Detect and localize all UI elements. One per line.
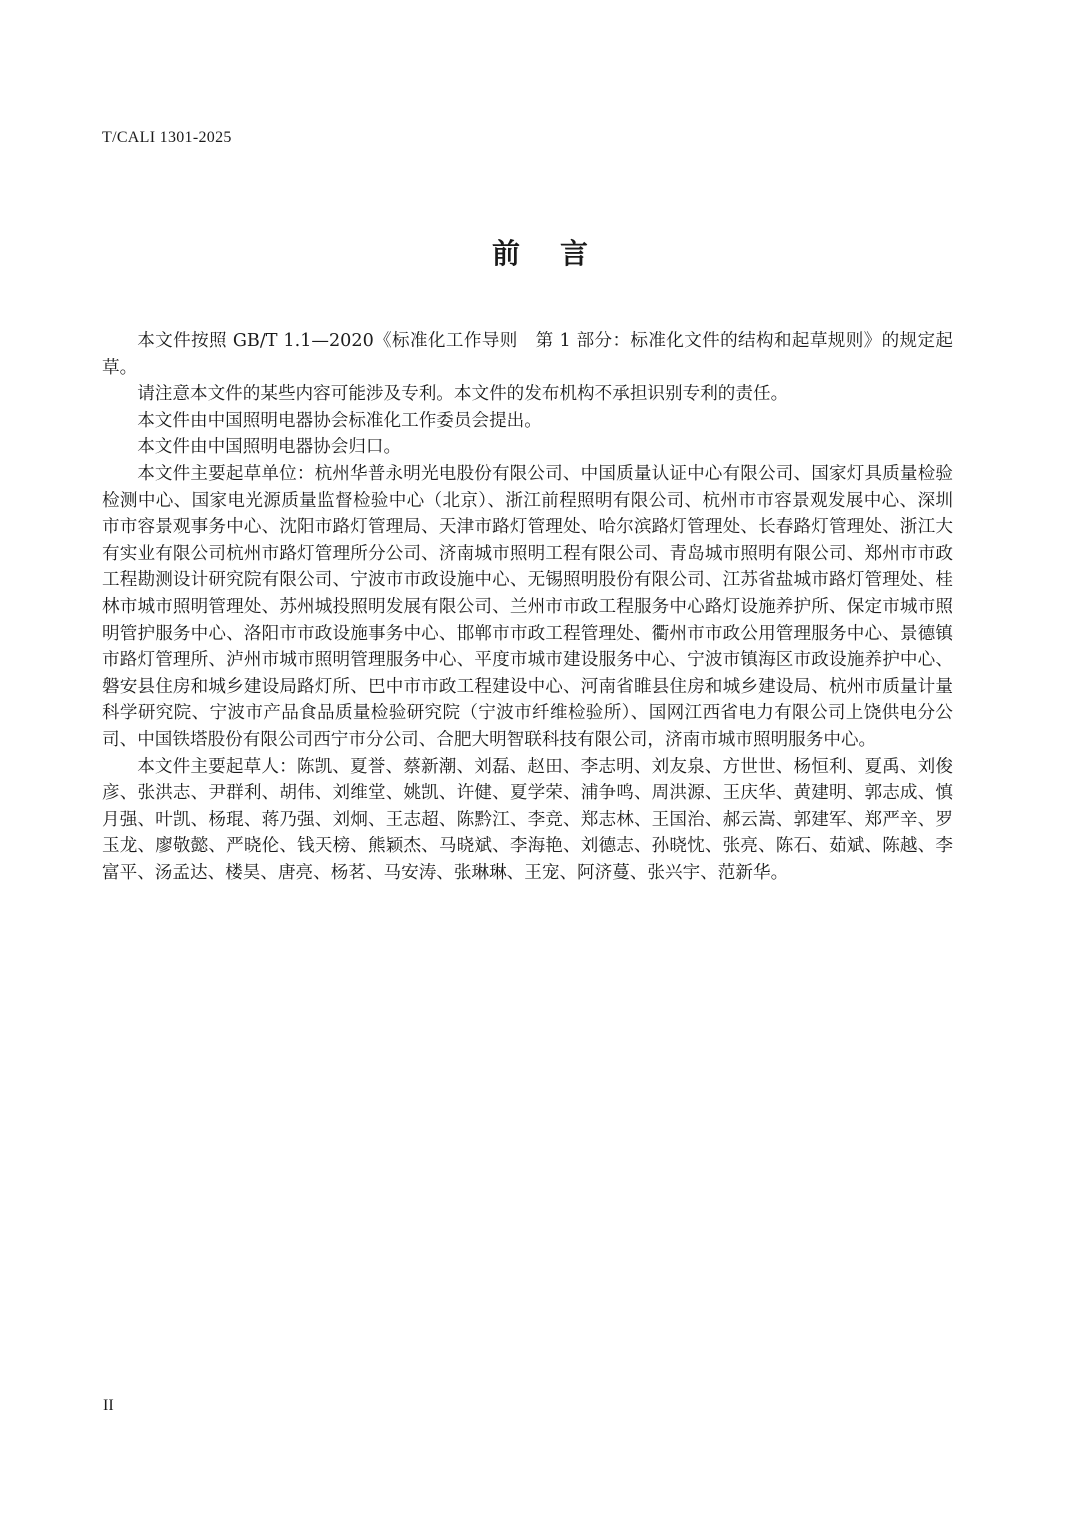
paragraph-administrator: 本文件由中国照明电器协会归口。 <box>137 437 402 458</box>
paragraph-drafting-rules: 本文件按照 GB/T 1.1—2020《标准化工作导则 第 1 部分：标准化文件的结构和起草规则》的规定起草。 <box>102 331 953 378</box>
document-code: T/CALI 1301-2025 <box>102 129 232 146</box>
page-title: 前言 <box>491 237 628 270</box>
foreword-body <box>102 328 953 886</box>
page-number: II <box>103 1397 114 1414</box>
paragraph-drafting-units: 本文件主要起草单位：杭州华普永明光电股份有限公司、中国质量认证中心有限公司、国家灯具质量检验检测中心、国家电光源质量监督检验中心（北京）、浙江前程照明有限公司、杭州市市容景观发展中心、深圳市市容景观事务中心、沈阳市路灯管理局、天津市路灯管理处、哈尔滨路灯管理处、长春路灯管理处、浙江大有实业有限公司杭州市路灯管理所分公司、济南城市照明工程有限公司、青岛城市照明有限公司、郑州市市政工程勘测设计研究院有限公司、宁波市市政设施中心、无锡照明股份有限公司、江苏省盐城市路灯管理处、桂林市城市照明管理处、苏州城投照明发展有限公司、兰州市市政工程服务中心路灯设施养护所、保定市城市照明管护服务中心、洛阳市市政设施事务中心、邯郸市市政工程管理处、衢州市市政公用管理服务中心、景德镇市路灯管理所、泸州市城市照明管理服务中心、平度市城市建设服务中心、宁波市镇海区市政设施养护中心、磐安县住房和城乡建设局路灯所、巴中市市政工程建设中心、河南省睢县住房和城乡建设局、杭州市质量计量科学研究院、宁波市产品食品质量检验研究院（宁波市纤维检验所）、国网江西省电力有限公司上饶供电分公司、中国铁塔股份有限公司西宁市分公司、合肥大明智联科技有限公司，济南市城市照明服务中心。 <box>102 463 953 750</box>
paragraph-proposer: 本文件由中国照明电器协会标准化工作委员会提出。 <box>137 410 542 431</box>
paragraph-drafters: 本文件主要起草人：陈凯、夏誉、蔡新潮、刘磊、赵田、李志明、刘友泉、方世世、杨恒利、夏禹、刘俊彦、张洪志、尹群利、胡伟、刘维堂、姚凯、许健、夏学荣、浦争鸣、周洪源、王庆华、黄建明、郭志成、慎月强、叶凯、杨琨、蒋乃强、刘炯、王志超、陈黔江、李竞、郑志林、王国治、郝云嵩、郭建军、郑严辛、罗玉龙、廖敬懿、严晓伦、钱天榜、熊颖杰、马晓斌、李海艳、刘德志、孙晓忱、张亮、陈石、茹斌、陈越、李富平、汤孟达、楼昊、唐亮、杨茗、马安涛、张琳琳、王宠、阿济蔓、张兴宇、范新华。 <box>102 756 953 883</box>
paragraph-patent-notice: 请注意本文件的某些内容可能涉及专利。本文件的发布机构不承担识别专利的责任。 <box>137 384 789 405</box>
